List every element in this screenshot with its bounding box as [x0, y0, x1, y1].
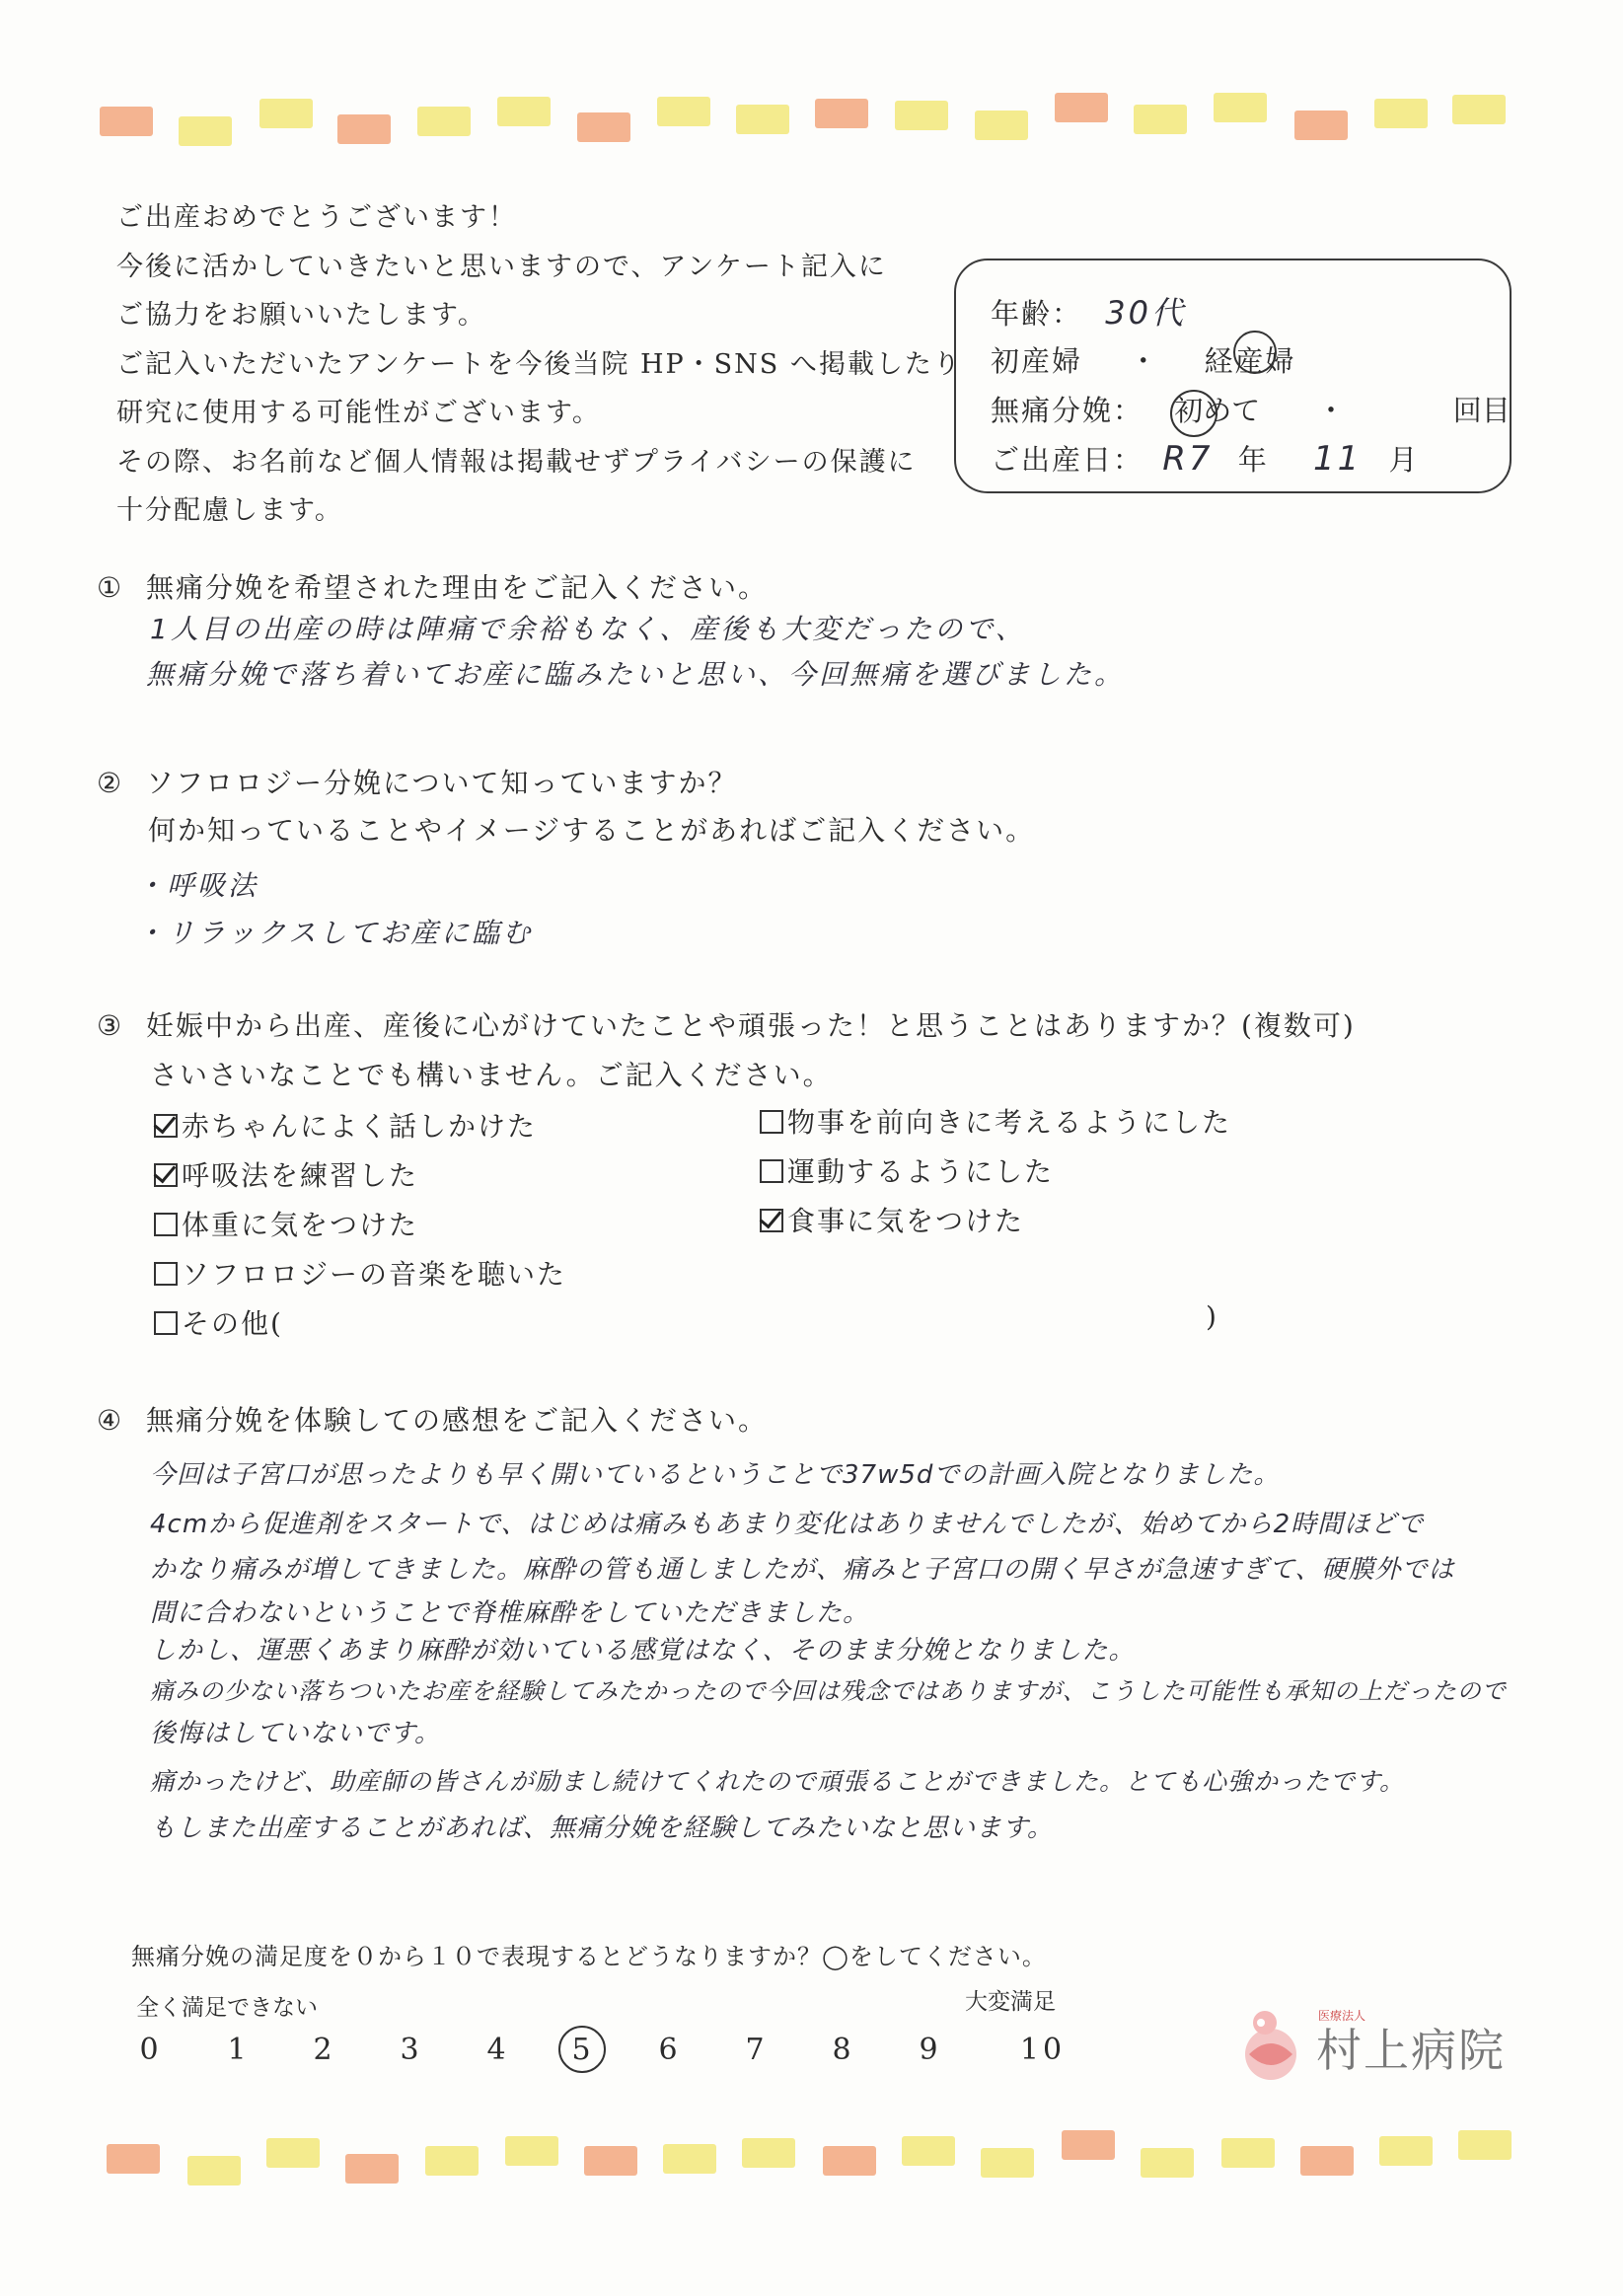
hospital-logo — [1231, 2003, 1517, 2092]
question-3 — [97, 1004, 1356, 1044]
checkbox-option[interactable] — [154, 1253, 566, 1293]
q4-answer-line: 後悔はしていないです。 — [150, 1719, 441, 1748]
intro-line: 研究に使用する可能性がございます。 — [116, 398, 601, 428]
deco-square — [107, 2144, 160, 2174]
intro-line: 今後に活かしていきたいと思いますので、アンケート記入に — [116, 251, 887, 282]
checkbox-unchecked[interactable] — [760, 1159, 783, 1183]
checkbox-option[interactable] — [760, 1200, 1024, 1239]
checkbox-option[interactable] — [154, 1154, 418, 1194]
deco-square — [742, 2138, 795, 2168]
deco-square — [895, 101, 948, 130]
q4-answer-line: もしまた出産することがあれば、無痛分娩を経験してみたいなと思います。 — [150, 1814, 1054, 1843]
checkbox-checked[interactable] — [760, 1209, 783, 1232]
question-3-sub: さいさいなことでも構いません。ご記入ください。 — [150, 1059, 833, 1091]
deco-square — [1300, 2146, 1354, 2176]
checkbox-option[interactable] — [154, 1302, 283, 1342]
question-number: ④ — [97, 1404, 124, 1437]
checkbox-option[interactable] — [154, 1204, 418, 1243]
birth-label: ご出産日： — [991, 443, 1144, 477]
scale-number[interactable]: 7 — [745, 2033, 765, 2067]
birth-date-row — [991, 438, 1417, 479]
painless-row — [991, 389, 1511, 429]
checkbox-unchecked[interactable] — [154, 1311, 178, 1335]
deco-square — [1379, 2136, 1433, 2166]
separator-dot: ・ — [1129, 344, 1158, 378]
question-4 — [97, 1399, 768, 1439]
parity-row — [991, 339, 1295, 380]
checkbox-checked[interactable] — [154, 1114, 178, 1138]
deco-square — [975, 111, 1028, 140]
question-number: ① — [97, 571, 124, 604]
checkbox-unchecked[interactable] — [154, 1213, 178, 1236]
separator-dot: ・ — [1316, 394, 1346, 427]
intro-line: ご協力をお願いいたします。 — [116, 300, 486, 331]
deco-square — [577, 112, 630, 142]
deco-square — [1141, 2148, 1194, 2178]
scale-number[interactable]: 8 — [832, 2033, 851, 2067]
deco-square — [1452, 95, 1506, 124]
option-label: 物事を前向きに考えるようにした — [787, 1106, 1232, 1139]
q4-answer-line: しかし、運悪くあまり麻酔が効いている感覚はなく、そのまま分娩となりました。 — [150, 1636, 1136, 1666]
scale-low-label: 全く満足できない — [136, 1995, 318, 2021]
birth-era: R7 — [1162, 439, 1214, 479]
deco-square — [663, 2144, 716, 2174]
checkbox-option[interactable] — [154, 1105, 537, 1145]
intro-line: その際、お名前など個人情報は掲載せずプライバシーの保護に — [116, 446, 917, 478]
deco-square — [497, 97, 551, 126]
q4-answer-line: 間に合わないということで脊椎麻酔をしていただきました。 — [150, 1598, 870, 1628]
deco-square — [266, 2138, 320, 2168]
deco-square — [1374, 99, 1428, 128]
q2-answer-line: ・呼吸法 — [136, 869, 259, 902]
logo-small-text: 医療法人 — [1318, 2009, 1366, 2023]
primipara-label: 初産婦 — [991, 344, 1083, 378]
first-time-text: 初めて — [1174, 394, 1261, 427]
deco-square — [187, 2156, 241, 2185]
question-2-sub: 何か知っていることやイメージすることがあればご記入ください。 — [148, 814, 1036, 847]
deco-square — [1062, 2130, 1115, 2160]
deco-square — [1214, 93, 1267, 122]
option-label: 体重に気をつけた — [182, 1209, 419, 1241]
scale-number-selected[interactable]: 5 — [571, 2033, 591, 2067]
selection-circle — [558, 2026, 606, 2073]
q4-answer-line: 今回は子宮口が思ったよりも早く開いているということで37w5dでの計画入院となりました。 — [150, 1460, 1281, 1490]
deco-square — [902, 2136, 955, 2166]
deco-square — [981, 2148, 1034, 2178]
option-label: ソフロロジーの音楽を聴いた — [182, 1258, 567, 1291]
scale-number[interactable]: 1 — [227, 2033, 247, 2067]
question-2 — [97, 762, 737, 801]
deco-square — [1221, 2138, 1275, 2168]
question-1 — [97, 566, 768, 606]
question-text: ソフロロジー分娩について知っていますか？ — [146, 767, 738, 799]
option-label: 食事に気をつけた — [787, 1205, 1025, 1237]
deco-square — [1294, 111, 1348, 140]
age-row — [991, 288, 1186, 333]
year-unit: 年 — [1237, 443, 1267, 477]
deco-square — [259, 99, 313, 128]
checkbox-unchecked[interactable] — [154, 1262, 178, 1286]
info-box — [954, 259, 1512, 493]
deco-square — [417, 107, 471, 136]
option-label: 赤ちゃんによく話しかけた — [182, 1110, 538, 1143]
scale-number[interactable]: 9 — [919, 2033, 938, 2067]
deco-square — [337, 114, 391, 144]
q1-answer-line: 1人目の出産の時は陣痛で余裕もなく、産後も大変だったので、 — [150, 613, 1026, 645]
q4-answer-line: かなり痛みが増してきました。麻酔の管も通しましたが、痛みと子宮口の開く早さが急速すぎて、硬膜外では — [150, 1555, 1455, 1585]
painless-label: 無痛分娩： — [991, 394, 1144, 427]
age-label: 年齢： — [991, 297, 1083, 331]
selection-circle — [1170, 390, 1217, 437]
scale-high-label: 大変満足 — [965, 1989, 1056, 2015]
intro-line: ご出産おめでとうございます！ — [116, 202, 517, 233]
option-label: 運動するようにした — [787, 1155, 1055, 1188]
deco-square — [1055, 93, 1108, 122]
question-number: ② — [97, 767, 124, 799]
checkbox-option[interactable] — [760, 1150, 1054, 1190]
question-text: 無痛分娩を希望された理由をご記入ください。 — [146, 571, 769, 604]
deco-square — [100, 107, 153, 136]
scale-number[interactable]: 0 — [139, 2033, 159, 2067]
scale-number[interactable]: 4 — [486, 2033, 506, 2067]
option-label: その他( — [182, 1307, 283, 1340]
scale-number[interactable]: 3 — [400, 2033, 419, 2067]
checkbox-option[interactable] — [760, 1101, 1231, 1141]
times-suffix: 回目 — [1452, 394, 1511, 427]
multipara-label — [1204, 344, 1295, 378]
deco-square — [345, 2154, 399, 2184]
deco-square — [736, 105, 789, 134]
q4-answer-line: 痛みの少ない落ちついたお産を経験してみたかったので今回は残念ではありますが、こうした可能性も承知の上だったので — [150, 1677, 1507, 1705]
scale-number[interactable]: 2 — [313, 2033, 332, 2067]
scale-number[interactable]: 6 — [658, 2033, 678, 2067]
deco-square — [815, 99, 868, 128]
q1-answer-line: 無痛分娩で落ち着いてお産に臨みたいと思い、今回無痛を選びました。 — [146, 658, 1126, 691]
checkbox-unchecked[interactable] — [760, 1110, 783, 1134]
month-unit: 月 — [1388, 443, 1418, 477]
option-label: 呼吸法を練習した — [182, 1159, 419, 1192]
deco-square — [657, 97, 710, 126]
deco-square — [505, 2136, 558, 2166]
deco-square — [1458, 2130, 1512, 2160]
question-text: 妊娠中から出産、産後に心がけていたことや頑張った！と思うことはありますか？(複数可) — [146, 1009, 1356, 1042]
age-value: 30代 — [1105, 294, 1186, 332]
scale-number[interactable]: 10 — [1019, 2033, 1067, 2067]
question-text: 無痛分娩を体験しての感想をご記入ください。 — [146, 1404, 769, 1437]
satisfaction-question: 無痛分娩の満足度を０から１０で表現するとどうなりますか？◯をしてください。 — [131, 1943, 1047, 1970]
logo-name: 村上病院 — [1316, 2024, 1506, 2077]
deco-square — [823, 2146, 876, 2176]
birth-month: 11 — [1312, 439, 1363, 479]
deco-square — [1134, 105, 1187, 134]
intro-line: 十分配慮します。 — [116, 495, 343, 526]
deco-square — [425, 2146, 479, 2176]
deco-square — [179, 116, 232, 146]
first-time-option — [1174, 394, 1269, 427]
other-close-paren: ) — [1206, 1300, 1218, 1333]
intro-line: ご記入いただいたアンケートを今後当院 HP・SNS へ掲載したり — [116, 348, 962, 380]
question-number: ③ — [97, 1009, 124, 1042]
intro-text — [116, 193, 962, 536]
q4-answer-line: 4cmから促進剤をスタートで、はじめは痛みもあまり変化はありませんでしたが、始めてから2時間ほどで — [150, 1510, 1425, 1539]
checkbox-checked[interactable] — [154, 1163, 178, 1187]
deco-square — [584, 2146, 637, 2176]
q2-answer-line: ・リラックスしてお産に臨む — [136, 917, 534, 949]
logo-mark-icon — [1231, 2003, 1314, 2086]
multipara-text: 経産婦 — [1204, 344, 1296, 378]
q4-answer-line: 痛かったけど、助産師の皆さんが励まし続けてくれたので頑張ることができました。とても心強かったです。 — [150, 1767, 1406, 1796]
